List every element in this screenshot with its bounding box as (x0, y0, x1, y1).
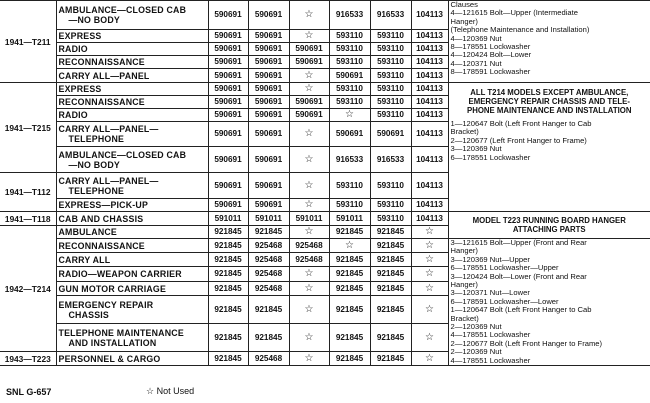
part-number-cell: ☆ (411, 352, 448, 366)
part-number-cell: 593110 (370, 83, 411, 96)
table-row (0, 83, 650, 96)
body-type-line: PERSONNEL & CARGO (58, 353, 161, 364)
part-number-cell: 104113 (411, 199, 448, 212)
part-number-cell: 590691 (329, 122, 370, 147)
part-number-cell: 916533 (329, 147, 370, 173)
part-number-cell: 921845 (208, 324, 248, 352)
part-number-cell: 590691 (289, 109, 329, 122)
text-line: Clauses (450, 0, 478, 9)
body-type-line: AMBULANCE—CLOSED CAB (58, 5, 187, 15)
body-type-cell (56, 83, 208, 96)
part-number-cell: 593110 (329, 199, 370, 212)
text-line: Bracket) (450, 313, 479, 323)
t223-parts-heading (448, 212, 650, 239)
part-number-cell: 921845 (248, 226, 289, 239)
part-number-cell: 925468 (248, 253, 289, 267)
part-number-cell: ☆ (411, 239, 448, 253)
text-line: 3—120369 Nut (450, 144, 502, 154)
model-cell: 1941—T211 (0, 1, 56, 83)
body-type-cell (56, 226, 208, 239)
part-number-cell: 590691 (289, 43, 329, 56)
part-number-cell: 925468 (289, 253, 329, 267)
body-type-cell (56, 212, 208, 226)
part-number-cell: ☆ (289, 296, 329, 324)
part-number-cell: 590691 (248, 199, 289, 212)
body-type-line: CARRY ALL—PANEL— (58, 124, 159, 134)
part-number-cell: 590691 (248, 69, 289, 83)
text-line: 2—120369 Nut (450, 322, 502, 332)
part-number-cell: 593110 (329, 173, 370, 199)
part-number-cell: 590691 (248, 56, 289, 69)
part-number-cell: ☆ (289, 30, 329, 43)
part-number-cell: 593110 (370, 56, 411, 69)
body-type-line: EXPRESS (58, 84, 102, 94)
part-number-cell: 593110 (370, 199, 411, 212)
body-type-line: AMBULANCE—CLOSED CAB (58, 149, 187, 160)
part-number-cell: ☆ (329, 239, 370, 253)
text-line: Hanger) (450, 16, 478, 26)
text-line: EMERGENCY REPAIR CHASSIS AND TELE- (468, 97, 630, 106)
body-type-cell (56, 253, 208, 267)
part-number-cell: 593110 (329, 83, 370, 96)
part-number-cell: 593110 (370, 96, 411, 109)
text-line: ATTACHING PARTS (512, 225, 586, 234)
text-line: 2—120677 (Left Front Hanger to Frame) (450, 135, 587, 145)
part-number-cell: ☆ (289, 352, 329, 366)
text-line: 4—178551 Lockwasher (450, 355, 531, 365)
part-number-cell: 590691 (248, 43, 289, 56)
part-number-cell: ☆ (411, 226, 448, 239)
part-number-cell: 590691 (248, 30, 289, 43)
text-line: MODEL T223 RUNNING BOARD HANGER (472, 216, 626, 225)
part-number-cell: 104113 (411, 122, 448, 147)
body-type-line: GUN MOTOR CARRIAGE (58, 283, 167, 294)
part-number-cell: 593110 (370, 212, 411, 226)
body-type-line: TELEPHONE (68, 134, 125, 144)
body-type-line: RADIO—WEAPON CARRIER (58, 269, 182, 280)
part-number-cell: 921845 (208, 253, 248, 267)
body-type-cell (56, 282, 208, 296)
body-type-cell (56, 199, 208, 212)
part-number-cell: 590691 (248, 109, 289, 122)
text-line: Hanger) (450, 246, 478, 256)
text-line: (Telephone Maintenance and Installation) (450, 25, 590, 35)
part-number-cell: 590691 (208, 173, 248, 199)
part-number-cell: 104113 (411, 30, 448, 43)
part-number-cell: 921845 (329, 267, 370, 282)
text-line: 3—121615 Bolt—Upper (Front and Rear (450, 238, 587, 247)
part-number-cell: 104113 (411, 69, 448, 83)
part-number-cell: 590691 (208, 43, 248, 56)
part-number-cell: 593110 (329, 43, 370, 56)
part-number-cell: 590691 (289, 96, 329, 109)
model-cell: 1943—T223 (0, 352, 56, 366)
text-line: 1—120647 Bolt (Left Front Hanger to Cab (450, 119, 592, 128)
part-number-cell: 591011 (208, 212, 248, 226)
part-number-cell: 590691 (329, 69, 370, 83)
part-number-cell: 921845 (370, 267, 411, 282)
part-number-cell: 590691 (208, 109, 248, 122)
part-number-cell: 916533 (329, 1, 370, 30)
part-number-cell: 593110 (370, 30, 411, 43)
part-number-cell: 590691 (208, 122, 248, 147)
part-number-cell: 104113 (411, 212, 448, 226)
part-number-cell: 590691 (289, 56, 329, 69)
part-number-cell: 593110 (370, 43, 411, 56)
table-row (0, 239, 650, 253)
body-type-cell (56, 1, 208, 30)
part-number-cell: 921845 (329, 296, 370, 324)
part-number-cell: ☆ (411, 267, 448, 282)
part-number-cell: 921845 (248, 324, 289, 352)
part-number-cell: 593110 (370, 109, 411, 122)
part-number-cell: ☆ (289, 282, 329, 296)
text-line: 4—121615 Bolt—Upper (Intermediate (450, 8, 578, 18)
body-type-line: EXPRESS (58, 31, 102, 41)
part-number-cell: 925468 (289, 239, 329, 253)
part-number-cell: 590691 (248, 83, 289, 96)
hanger-parts-note (448, 1, 650, 83)
part-number-cell: ☆ (289, 69, 329, 83)
body-type-cell (56, 324, 208, 352)
part-number-cell: ☆ (289, 199, 329, 212)
text-line: 4—120369 Nut (450, 33, 502, 43)
part-number-cell: 590691 (248, 173, 289, 199)
part-number-cell: 104113 (411, 173, 448, 199)
body-type-line: TELEPHONE (68, 185, 125, 196)
part-number-cell: 590691 (208, 56, 248, 69)
legend-not-used: ☆ Not Used (146, 386, 195, 396)
body-type-cell (56, 267, 208, 282)
text-line: 3—120369 Nut—Upper (450, 254, 530, 264)
text-line: 4—120424 Bolt—Lower (450, 50, 532, 60)
part-number-cell: ☆ (289, 122, 329, 147)
body-type-line: —NO BODY (68, 15, 120, 25)
part-number-cell: 593110 (329, 96, 370, 109)
part-number-cell: 590691 (248, 96, 289, 109)
body-type-cell (56, 69, 208, 83)
part-number-cell: ☆ (289, 147, 329, 173)
text-line: 8—178551 Lockwasher (450, 42, 531, 52)
document-code: SNL G-657 (6, 387, 52, 397)
body-type-line: CAB AND CHASSIS (58, 213, 144, 224)
body-type-line: TELEPHONE MAINTENANCE (58, 327, 184, 338)
part-number-cell: 591011 (248, 212, 289, 226)
part-number-cell: 921845 (208, 239, 248, 253)
text-line: 2—120677 Bolt (Left Front Hanger to Frame) (450, 338, 603, 348)
body-type-line: CARRY ALL (58, 254, 111, 265)
part-number-cell: 921845 (370, 282, 411, 296)
part-number-cell: 593110 (329, 56, 370, 69)
part-number-cell: 921845 (208, 296, 248, 324)
part-number-cell: 916533 (370, 1, 411, 30)
part-number-cell: 921845 (370, 352, 411, 366)
text-line: 4—120371 Nut (450, 58, 502, 68)
part-number-cell: ☆ (289, 324, 329, 352)
part-number-cell: 921845 (370, 226, 411, 239)
text-line: PHONE MAINTENANCE AND INSTALLATION (467, 106, 632, 115)
text-line: 4—178551 Lockwasher (450, 330, 531, 340)
part-number-cell: 925468 (248, 282, 289, 296)
body-type-cell (56, 296, 208, 324)
part-number-cell: ☆ (289, 173, 329, 199)
body-type-cell (56, 109, 208, 122)
part-number-cell: 104113 (411, 56, 448, 69)
body-type-cell (56, 352, 208, 366)
part-number-cell: 916533 (370, 147, 411, 173)
part-number-cell: 921845 (329, 282, 370, 296)
part-number-cell: 593110 (370, 173, 411, 199)
part-number-cell: 590691 (208, 147, 248, 173)
model-cell: 1941—T215 (0, 83, 56, 173)
part-number-cell: 921845 (208, 267, 248, 282)
model-cell: 1941—T112 (0, 173, 56, 212)
part-number-cell: 921845 (329, 324, 370, 352)
text-line: Bracket) (450, 127, 479, 137)
part-number-cell: 921845 (329, 352, 370, 366)
body-type-line: RECONNAISSANCE (58, 240, 145, 251)
text-line: ALL T214 MODELS EXCEPT AMBULANCE, (470, 88, 629, 97)
part-number-cell: 590691 (248, 147, 289, 173)
part-number-cell: 921845 (208, 282, 248, 296)
part-number-cell: 921845 (329, 226, 370, 239)
body-type-line: CHASSIS (68, 309, 110, 320)
part-number-cell: 925468 (248, 352, 289, 366)
part-number-cell: ☆ (289, 83, 329, 96)
part-number-cell: 590691 (208, 30, 248, 43)
body-type-line: EMERGENCY REPAIR (58, 299, 154, 310)
part-number-cell: 590691 (248, 1, 289, 30)
part-number-cell: ☆ (329, 109, 370, 122)
part-number-cell: ☆ (411, 324, 448, 352)
text-line: 6—178551 Lockwasher—Upper (450, 263, 559, 273)
t214-parts-note (448, 83, 650, 212)
body-type-line: RADIO (58, 110, 88, 120)
text-line: 2—120369 Nut (450, 347, 502, 357)
text-line: 6—178551 Lockwasher (450, 152, 531, 162)
part-number-cell: ☆ (411, 253, 448, 267)
body-type-line: AMBULANCE (58, 227, 117, 237)
part-number-cell: 104113 (411, 43, 448, 56)
body-type-cell (56, 173, 208, 199)
part-number-cell: 104113 (411, 96, 448, 109)
part-number-cell: 104113 (411, 109, 448, 122)
part-number-cell: 921845 (329, 253, 370, 267)
text-line: 8—178591 Lockwasher (450, 67, 531, 77)
part-number-cell: 591011 (289, 212, 329, 226)
part-number-cell: 590691 (208, 1, 248, 30)
part-number-cell: 925468 (248, 267, 289, 282)
part-number-cell: 590691 (208, 69, 248, 83)
part-number-cell: 104113 (411, 1, 448, 30)
body-type-cell (56, 239, 208, 253)
part-number-cell: 590691 (208, 199, 248, 212)
part-number-cell: 925468 (248, 239, 289, 253)
body-type-line: RECONNAISSANCE (58, 57, 145, 67)
part-number-cell: 593110 (370, 69, 411, 83)
body-type-line: —NO BODY (68, 159, 120, 170)
body-type-line: CARRY ALL—PANEL— (58, 175, 159, 186)
model-cell: 1942—T214 (0, 226, 56, 352)
part-number-cell: 593110 (329, 30, 370, 43)
table-row (0, 212, 650, 226)
body-type-line: RECONNAISSANCE (58, 97, 145, 107)
part-number-cell: 921845 (370, 253, 411, 267)
body-type-cell (56, 30, 208, 43)
part-number-cell: 921845 (370, 296, 411, 324)
body-type-cell (56, 147, 208, 173)
table-row (0, 1, 650, 30)
t223-parts-list (448, 239, 650, 366)
part-number-cell: ☆ (289, 1, 329, 30)
part-number-cell: ☆ (411, 282, 448, 296)
body-type-line: RADIO (58, 44, 88, 54)
part-number-cell: 590691 (208, 96, 248, 109)
text-line: 3—120424 Bolt—Lower (Front and Rear (450, 271, 587, 281)
part-number-cell: 104113 (411, 147, 448, 173)
body-type-cell (56, 43, 208, 56)
part-number-cell: ☆ (289, 267, 329, 282)
text-line: 1—120647 Bolt (Left Front Hanger to Cab (450, 305, 592, 315)
text-line: 6—178591 Lockwasher—Lower (450, 296, 559, 306)
model-cell: 1941—T118 (0, 212, 56, 226)
text-line: 3—120371 Nut—Lower (450, 288, 530, 298)
body-type-cell (56, 96, 208, 109)
part-number-cell: 104113 (411, 83, 448, 96)
part-number-cell: 590691 (370, 122, 411, 147)
part-number-cell: 921845 (208, 226, 248, 239)
part-number-cell: 921845 (370, 239, 411, 253)
part-number-cell: 590691 (208, 83, 248, 96)
part-number-cell: 921845 (248, 296, 289, 324)
part-number-cell: ☆ (289, 226, 329, 239)
body-type-cell (56, 56, 208, 69)
text-line: Hanger) (450, 280, 478, 290)
part-number-cell: 921845 (370, 324, 411, 352)
body-type-line: EXPRESS—PICK-UP (58, 200, 149, 210)
part-number-cell: 590691 (248, 122, 289, 147)
body-type-line: CARRY ALL—PANEL (58, 70, 150, 81)
part-number-cell: 591011 (329, 212, 370, 226)
part-number-cell: ☆ (411, 296, 448, 324)
body-type-cell (56, 122, 208, 147)
part-number-cell: 921845 (208, 352, 248, 366)
body-type-line: AND INSTALLATION (68, 337, 157, 348)
